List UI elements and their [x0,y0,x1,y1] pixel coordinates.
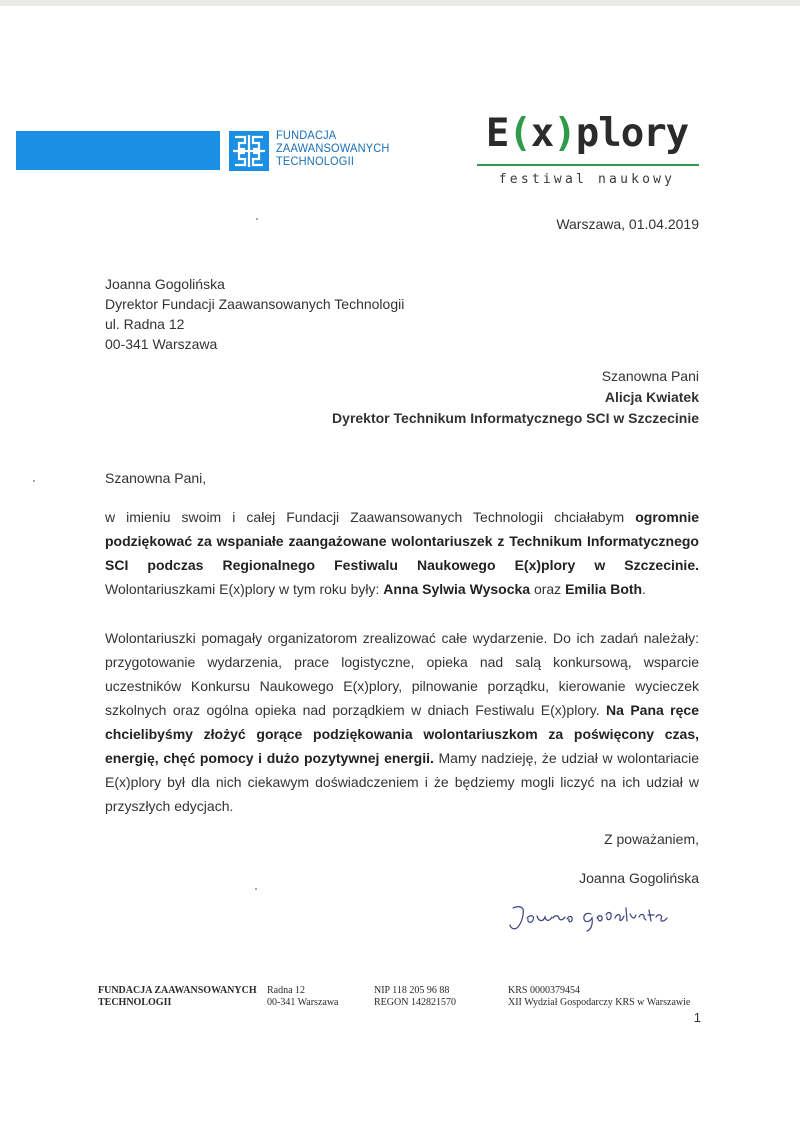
footer-address: Radna 12 00-341 Warszawa [267,985,339,1008]
signer-name: Joanna Gogolińska [579,870,699,886]
brand-color-bar [16,131,220,170]
page-number: 1 [693,1010,701,1025]
footer-organization: FUNDACJA ZAAWANSOWANYCH TECHNOLOGII [98,985,257,1008]
foundation-logo-icon [229,131,269,171]
foundation-name-line: TECHNOLOGII [276,154,355,168]
foundation-name-line: FUNDACJA [276,128,337,142]
sender-title: Dyrektor Fundacji Zaawansowanych Technologii [105,296,405,312]
handwritten-signature [505,900,680,936]
closing: Z poważaniem, [604,831,699,847]
recipient-block [332,366,699,429]
explory-tagline: festiwal naukowy [498,172,676,187]
sender-city: 00-341 Warszawa [105,336,218,352]
explory-wordmark: E(x)plory [485,111,689,156]
scan-speck [256,218,258,220]
recipient-greeting: Szanowna Pani [601,368,699,384]
explory-logo [475,110,699,190]
footer-tax-ids: NIP 118 205 96 88 REGON 142821570 [374,985,456,1008]
foundation-logo-text [276,129,414,168]
sender-address-block [105,274,404,354]
sender-street: ul. Radna 12 [105,316,185,332]
footer-registry: KRS 0000379454 XII Wydział Gospodarczy KRS w Warszawie [508,985,691,1008]
salutation: Szanowna Pani, [105,470,207,486]
letter-date: Warszawa, 01.04.2019 [556,216,699,232]
foundation-name-line: ZAAWANSOWANYCH [276,141,390,155]
scan-top-edge [0,0,800,6]
explory-underline [477,164,699,166]
recipient-title: Dyrektor Technikum Informatycznego SCI w Szczecinie [332,410,699,426]
scan-speck [33,480,35,482]
body-paragraph-2: Wolontariuszki pomagały organizatorom zrealizować całe wydarzenie. Do ich zadań należały: przygotowanie wydarzenia, prace logistyczne, opieka nad salą konkursową, wsparcie uczestników Konkursu Naukowego E(x)plory, pilnowanie porządku, kierowanie wycieczek szkolnych oraz ogólna opieka nad porządkiem w dniach Festiwalu E(x)plory. Na Pana ręce chcielibyśmy złożyć gorące podziękowania wolontariuszkom za poświęcony czas, energię, chęć pomocy i dużo pozytywnej energii. Mamy nadzieję, że udział w wolontariacie E(x)plory był dla nich ciekawym doświadczeniem i że będziemy mogli liczyć na ich udział w przyszłych edycjach. [105,630,699,814]
body-paragraph-1: w imieniu swoim i całej Fundacji Zaawansowanych Technologii chciałabym ogromnie podziękować za wspaniałe zaangażowane wolontariuszek z Technikum Informatycznego SCI podczas Regionalnego Festiwalu Naukowego E(x)plory w Szczecinie. Wolontariuszkami E(x)plory w tym roku były: Anna Sylwia Wysocka oraz Emilia Both. [105,509,699,597]
scan-speck [255,888,257,890]
recipient-name: Alicja Kwiatek [604,389,699,405]
sender-name: Joanna Gogolińska [105,276,225,292]
